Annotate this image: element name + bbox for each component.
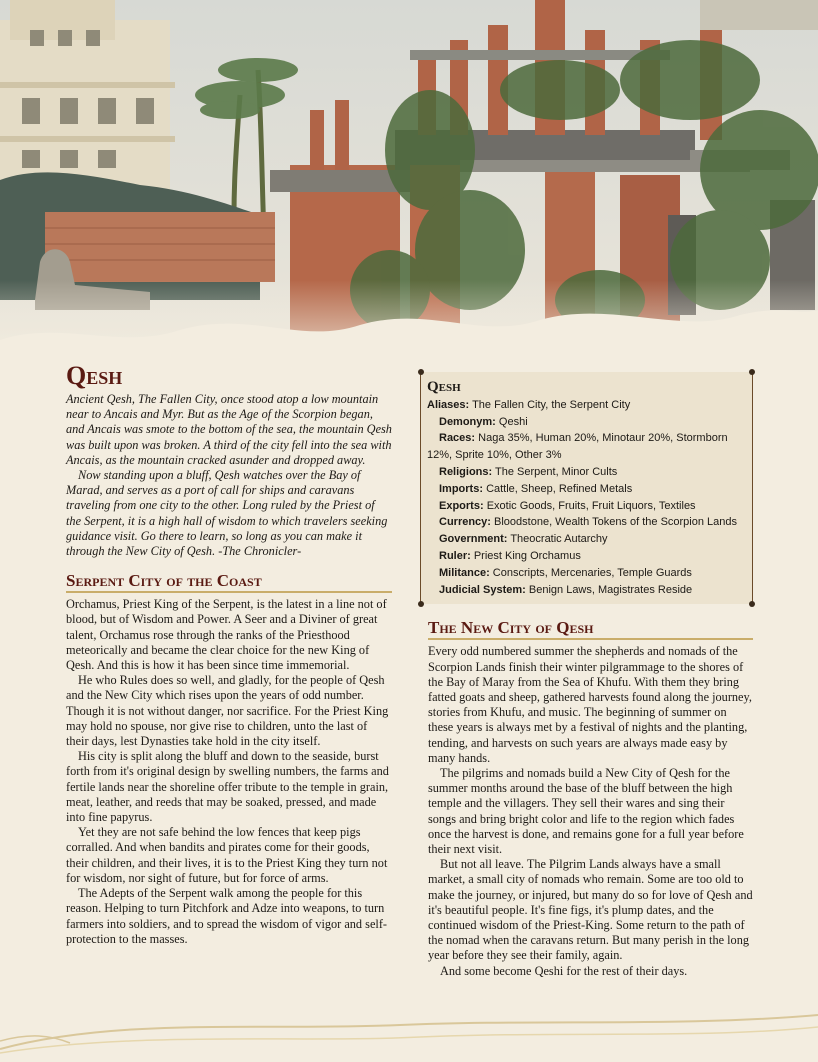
info-row-government: Government: Theocratic Autarchy [439, 533, 608, 546]
footer-swirl-icon [0, 997, 818, 1057]
page-title: Qesh [66, 361, 123, 390]
white-tower [0, 0, 175, 190]
body-paragraph: But not all leave. The Pilgrim Lands always have a small market, a small city of nomads who remain. Some are too old to make the journey, or injured, but many do so for love of Qesh and it's beautiful people. It's fine figs, it's plump dates, and the continued wisdom of the Priest-King. Some return to the path of the nomad when the caravans return. But many perish in the long year before they see their family, again. [428, 857, 753, 963]
info-row-demonym: Demonym: Qeshi [439, 415, 528, 428]
section-heading-serpent-city: Serpent City of the Coast [66, 571, 392, 593]
body-paragraph: Every odd numbered summer the shepherds and nomads of the Scorpion Lands finish their winter pilgrammage to the shores of the Bay of Maray from the Sea of Khufu. With them they bring fatted goats and sheep, gathered harvests found along the journey, stories from Khufu, and music. The beginning of summer on these years is always met by a festival of nights and the planting, tending, and harvests on such years are always made easy by many hands. [428, 644, 752, 765]
body-paragraph: Yet they are not safe behind the low fences that keep pigs corralled. And when bandits and pirates come for their goods, their children, and their lives, it is to the Priest King they turn not for wisdom, nor sight of future, but for force of arms. [66, 825, 388, 885]
info-row-exports: Exports: Exotic Goods, Fruits, Fruit Liquors, Textiles [439, 499, 696, 512]
body-paragraph: His city is split along the bluff and down to the seaside, burst forth from it's original design by swelling numbers, the farms and fertile lands near the shoreline offer tribute to the temple in grain, meat, leather, and reeds that may be soaked, pressed, and made into fine papyrus. [66, 749, 389, 825]
info-row-currency: Currency: Bloodstone, Wealth Tokens of the Scorpion Lands [439, 516, 738, 529]
info-row-races: Races: Naga 35%, Human 20%, Minotaur 20%, Stormborn 12%, Sprite 10%, Other 3% [427, 432, 728, 462]
city-info-box [420, 372, 753, 604]
intro-paragraph: Ancient Qesh, The Fallen City, once stood atop a low mountain near to Ancais and Myr. But as the Age of the Scorpion began, and Ancais was smote to the bottom of the sea, the mountain Qesh was built upon was broken. A third of the city fell into the sea with Ancais, as the mountain cracked asunder and dropped away. [66, 392, 392, 467]
right-column [428, 372, 753, 979]
left-column [66, 362, 392, 947]
body-paragraph: The Adepts of the Serpent walk among the people for this reason. Helping to turn Pitchfork and Adze into weapons, to turn farmers into soldiers, and to spread the wisdom of vigor and self-protection to the masses. [66, 886, 388, 946]
info-row-judicial-system: Judicial System: Benign Laws, Magistrates Reside [439, 583, 693, 596]
info-row-ruler: Ruler: Priest King Orchamus [439, 549, 581, 562]
ruins-painting [0, 0, 818, 380]
info-row-militance: Militance: Conscripts, Mercenaries, Temple Guards [439, 566, 692, 579]
body-paragraph: He who Rules does so well, and gladly, for the people of Qesh and the New City which rises upon the years of odd number. Though it is not without danger, nor sacrifice. For the Priest King may hold no spouse, nor give rise to children, unto the last of their days, lest Dynasties take hold in the city itself. [66, 673, 389, 749]
intro-paragraph: Now standing upon a bluff, Qesh watches over the Bay of Marad, and serves as a port of call for ships and caravans traveling from one city to the other. Long ruled by the Priest of the Serpent, it is a high hall of wisdom to which travelers seeking guidance visit. Go there to learn, so long as you can make it through the New City of Qesh. -The Chronicler- [66, 468, 388, 559]
corner-dot-icon [418, 369, 424, 375]
intro-quote [66, 392, 392, 559]
info-row-imports: Imports: Cattle, Sheep, Refined Metals [439, 482, 633, 495]
corner-dot-icon [418, 601, 424, 607]
corner-dot-icon [749, 601, 755, 607]
body-paragraph: And some become Qeshi for the rest of their days. [440, 963, 688, 978]
info-box-title: Qesh [427, 379, 461, 395]
page-footer-ornament [0, 997, 818, 1057]
info-row-aliases: Aliases: The Fallen City, the Serpent City [427, 398, 631, 411]
body-paragraph: The pilgrims and nomads build a New City of Qesh for the summer months around the base of the bluff between the high temple and the villagers. They sell their wares and sing their songs and bring bright color and life to the region which fades once the harvest is done, and remains gone for a full year before their next visit. [428, 765, 744, 856]
header-illustration [0, 0, 818, 380]
info-row-religions: Religions: The Serpent, Minor Cults [439, 465, 618, 478]
body-paragraph: Orchamus, Priest King of the Serpent, is the latest in a line not of blood, but of Wisdom and Power. A Seer and a Diviner of great talent, Orchamus rose through the ranks of the Priesthood meteorically and became the clear choice for the new King of Qesh. And this is how it has been since time immemorial. [66, 597, 387, 673]
corner-dot-icon [749, 369, 755, 375]
section-heading-new-city: The New City of Qesh [428, 618, 753, 640]
